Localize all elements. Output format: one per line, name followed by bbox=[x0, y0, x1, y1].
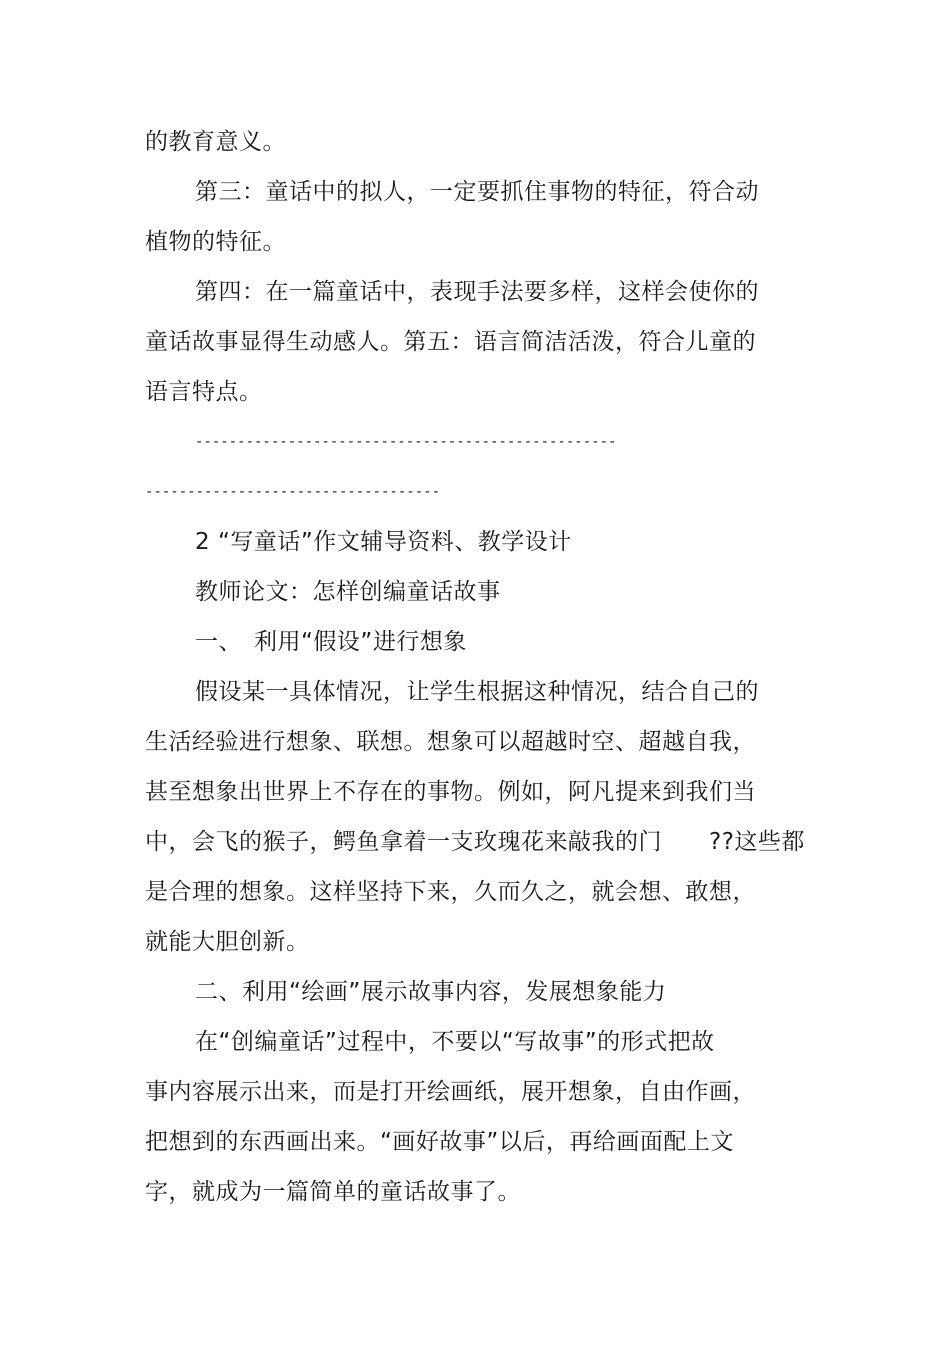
paragraph-line: 把想到的东西画出来。“画好故事”以后，再给画面配上文 bbox=[145, 1129, 734, 1155]
paragraph-line: 第三：童话中的拟人，一定要抓住事物的特征，符合动 bbox=[195, 179, 759, 205]
paragraph-line: 第四：在一篇童话中，表现手法要多样，这样会使你的 bbox=[195, 279, 759, 305]
article-title: 教师论文：怎样创编童话故事 bbox=[195, 579, 501, 605]
subsection-heading: 二、利用“绘画”展示故事内容，发展想象能力 bbox=[195, 979, 667, 1005]
paragraph-line: 就能大胆创新。 bbox=[145, 929, 310, 955]
paragraph-line: 是合理的想象。这样坚持下来，久而久之，就会想、敢想， bbox=[145, 879, 756, 905]
paragraph-line: 假设某一具体情况，让学生根据这种情况，结合自己的 bbox=[195, 679, 759, 705]
paragraph-line: 的教育意义。 bbox=[145, 129, 286, 155]
paragraph-line: 生活经验进行想象、联想。想象可以超越时空、超越自我， bbox=[145, 729, 756, 755]
paragraph-line: 语言特点。 bbox=[145, 379, 263, 405]
paragraph-line: 在“创编童话”过程中，不要以“写故事”的形式把故 bbox=[195, 1029, 715, 1055]
separator-line: -------------------------------------------------- bbox=[195, 434, 617, 450]
paragraph-line: 字，就成为一篇简单的童话故事了。 bbox=[145, 1179, 521, 1205]
paragraph-line: 植物的特征。 bbox=[145, 229, 286, 255]
subsection-heading: 一、 利用“假设”进行想象 bbox=[195, 629, 467, 655]
paragraph-line: 童话故事显得生动感人。第五：语言简洁活泼，符合儿童的 bbox=[145, 329, 756, 355]
paragraph-line: 甚至想象出世界上不存在的事物。例如，阿凡提来到我们当 bbox=[145, 779, 756, 805]
paragraph-line: 事内容展示出来，而是打开绘画纸，展开想象，自由作画， bbox=[145, 1079, 756, 1105]
section-heading: 2 “写童话”作文辅导资料、教学设计 bbox=[195, 529, 572, 555]
paragraph-line: 中，会飞的猴子，鳄鱼拿着一支玫瑰花来敲我的门 ??这些都 bbox=[145, 829, 805, 855]
separator-line: ----------------------------------- bbox=[145, 484, 441, 500]
